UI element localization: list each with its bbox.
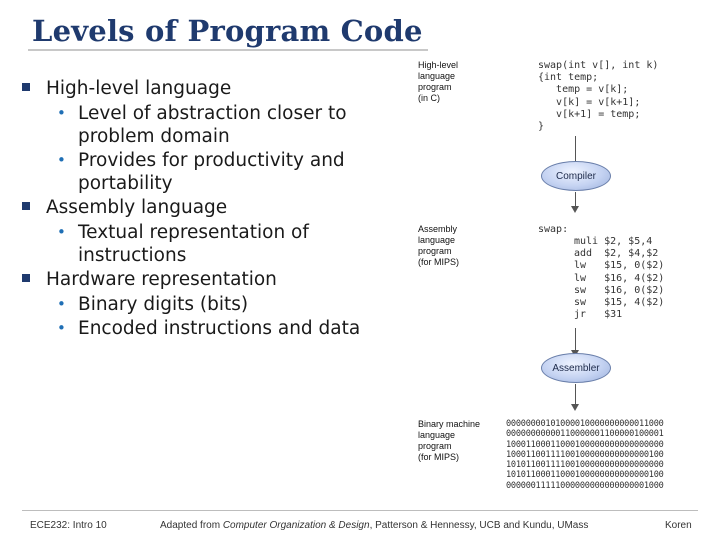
code-levels-diagram [410, 56, 712, 508]
footer-divider [22, 510, 698, 511]
sub-bullet [20, 293, 400, 316]
sub-bullet-text: Provides for productivity and portability [78, 150, 345, 194]
sub-bullet [20, 149, 400, 195]
bullet-text: Hardware representation [46, 269, 277, 290]
arrow-down-icon [571, 206, 579, 213]
high-level-label: High-level language program (in C) [418, 60, 459, 103]
footer-book-title: Computer Organization & Design [222, 520, 370, 531]
dot-bullet-icon: • [57, 223, 66, 241]
dot-bullet-icon: • [57, 104, 66, 122]
sub-bullet [20, 102, 400, 148]
arrow-down-icon [571, 404, 579, 411]
bullet-text: Assembly language [46, 197, 228, 218]
footer-credit-prefix: Adapted from [160, 520, 223, 531]
sub-bullet-text: Binary digits (bits) [78, 294, 249, 315]
footer-credit-suffix: , Patterson & Hennessy, UCB and Kundu, UMass [369, 520, 589, 531]
dot-bullet-icon: • [57, 319, 66, 337]
bullet-text: High-level language [46, 78, 232, 99]
sub-bullet [20, 221, 400, 267]
bullet-list [20, 77, 400, 341]
square-bullet-icon [22, 83, 30, 91]
c-code-block: swap(int v[], int k) {int temp; temp = v[k]; v[k] = v[k+1]; v[k+1] = temp; } [538, 60, 659, 133]
bullet-assembly [20, 196, 400, 219]
footer-course: ECE232: Intro 10 [30, 520, 107, 531]
binary-code-block: 00000000101000010000000000011000 00000000000110000001100000100001 10001100011000100000000000000000 10001100111100100000000000000100 10101100111100100000000000000000 10101100011000100000000000000100 00000011111000000000000000001000 [506, 419, 664, 491]
slide-title: Levels of Program Code [32, 14, 423, 48]
square-bullet-icon [22, 202, 30, 210]
sub-bullet-text: Level of abstraction closer to problem domain [78, 103, 347, 147]
sub-bullet-text: Textual representation of instructions [78, 222, 309, 266]
assembly-label: Assembly language program (for MIPS) [418, 224, 460, 267]
asm-label: swap: [538, 224, 569, 235]
dot-bullet-icon: • [57, 151, 66, 169]
assembler-node: Assembler [541, 353, 611, 383]
dot-bullet-icon: • [57, 295, 66, 313]
footer-author: Koren [665, 520, 692, 531]
compiler-node: Compiler [541, 161, 611, 191]
title-underline [28, 49, 428, 51]
footer-credit [160, 520, 588, 531]
bullet-high-level [20, 77, 400, 100]
sub-bullet-text: Encoded instructions and data [78, 318, 361, 339]
sub-bullet [20, 317, 400, 340]
bullet-hardware [20, 268, 400, 291]
asm-code-block: muli $2, $5,4 add $2, $4,$2 lw $15, 0($2) lw $16, 4($2) sw $16, 0($2) sw $15, 4($2) jr $31 [574, 236, 665, 321]
square-bullet-icon [22, 274, 30, 282]
binary-label: Binary machine language program (for MIPS) [418, 419, 481, 462]
